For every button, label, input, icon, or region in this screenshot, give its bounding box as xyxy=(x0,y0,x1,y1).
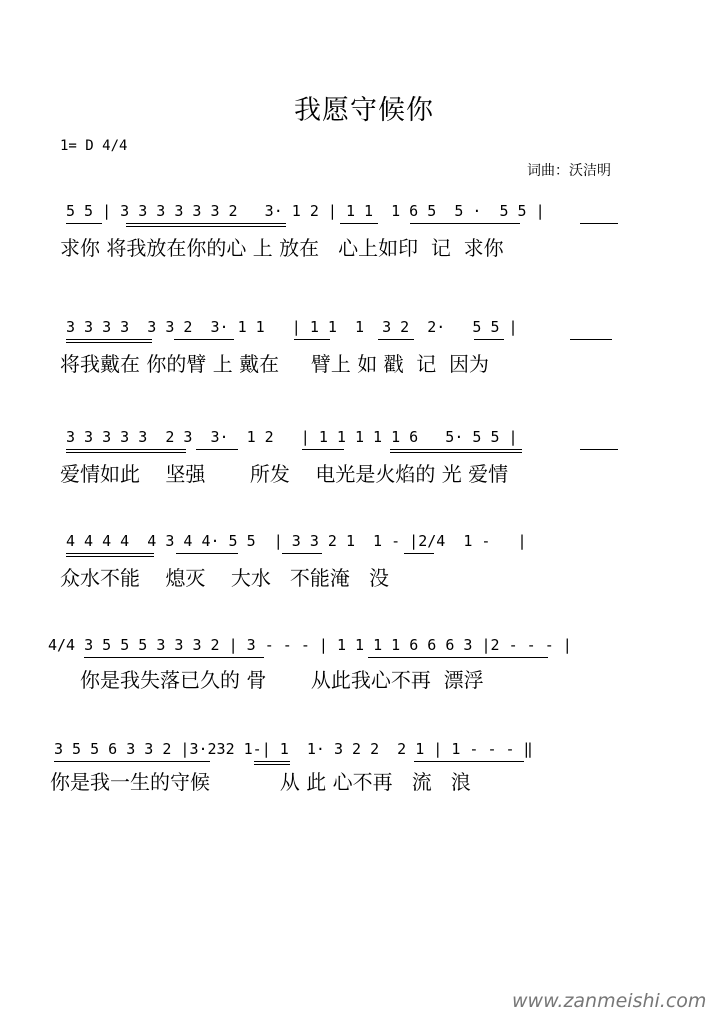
underline xyxy=(66,553,154,554)
site-watermark: www.zanmeishi.com xyxy=(512,990,707,1012)
underline xyxy=(66,449,186,450)
underline xyxy=(126,226,286,227)
notation-line-4: 4 4 4 4 4 3 4 4· 5 5 | 3 3 2 1 1 - |2/4 1 - | xyxy=(66,532,527,550)
underline xyxy=(66,223,102,224)
underline xyxy=(176,553,238,554)
underline xyxy=(84,657,264,658)
underline xyxy=(570,339,612,340)
composer-credit: 词曲：沃洁明 xyxy=(527,163,611,179)
underline xyxy=(54,761,210,762)
underline xyxy=(404,553,434,554)
underline xyxy=(340,223,378,224)
underline xyxy=(254,761,290,762)
notation-line-5: 4/4 3 5 5 5 3 3 3 2 | 3 - - - | 1 1 1 1 6 6 6 3 |2 - - - | xyxy=(48,636,572,654)
underline xyxy=(66,342,152,343)
notation-line-1: 5 5 | 3 3 3 3 3 3 2 3· 1 2 | 1 1 1 6 5 5 · 5 5 | xyxy=(66,202,545,220)
underline xyxy=(390,449,522,450)
underline xyxy=(174,339,234,340)
underline xyxy=(580,449,618,450)
underline xyxy=(414,761,524,762)
underline xyxy=(302,449,344,450)
underline xyxy=(66,452,186,453)
underline xyxy=(378,339,414,340)
underline xyxy=(66,339,152,340)
song-title: 我愿守候你 xyxy=(294,95,434,126)
key-signature: 1= D 4/4 xyxy=(60,138,128,154)
lyrics-line-4: 众水不能 熄灭 大水 不能淹 没 xyxy=(60,566,390,590)
lyrics-line-5: 你是我失落已久的 骨 从此我心不再 漂浮 xyxy=(80,668,484,692)
lyrics-line-2: 将我戴在 你的臂 上 戴在 臂上 如 戳 记 因为 xyxy=(60,352,490,376)
underline xyxy=(196,449,238,450)
lyrics-line-3: 爱情如此 坚强 所发 电光是火焰的 光 爱情 xyxy=(60,462,509,486)
underline xyxy=(282,553,322,554)
underline xyxy=(126,223,286,224)
underline xyxy=(254,764,290,765)
notation-line-3: 3 3 3 3 3 2 3 3· 1 2 | 1 1 1 1 1 6 5· 5 5 | xyxy=(66,428,518,446)
lyrics-line-1: 求你 将我放在你的心 上 放在 心上如印 记 求你 xyxy=(60,236,504,260)
notation-line-6: 3 5 5 6 3 3 2 |3·232 1-| 1 1· 3 2 2 2 1 | 1 - - - ‖ xyxy=(54,740,533,758)
underline xyxy=(410,223,520,224)
underline xyxy=(294,339,330,340)
underline xyxy=(580,223,618,224)
notation-line-2: 3 3 3 3 3 3 2 3· 1 1 | 1 1 1 3 2 2· 5 5 | xyxy=(66,318,518,336)
underline xyxy=(474,339,504,340)
lyrics-line-6: 你是我一生的守候 从 此 心不再 流 浪 xyxy=(50,770,471,794)
underline xyxy=(66,556,154,557)
underline xyxy=(390,452,522,453)
underline xyxy=(368,657,548,658)
